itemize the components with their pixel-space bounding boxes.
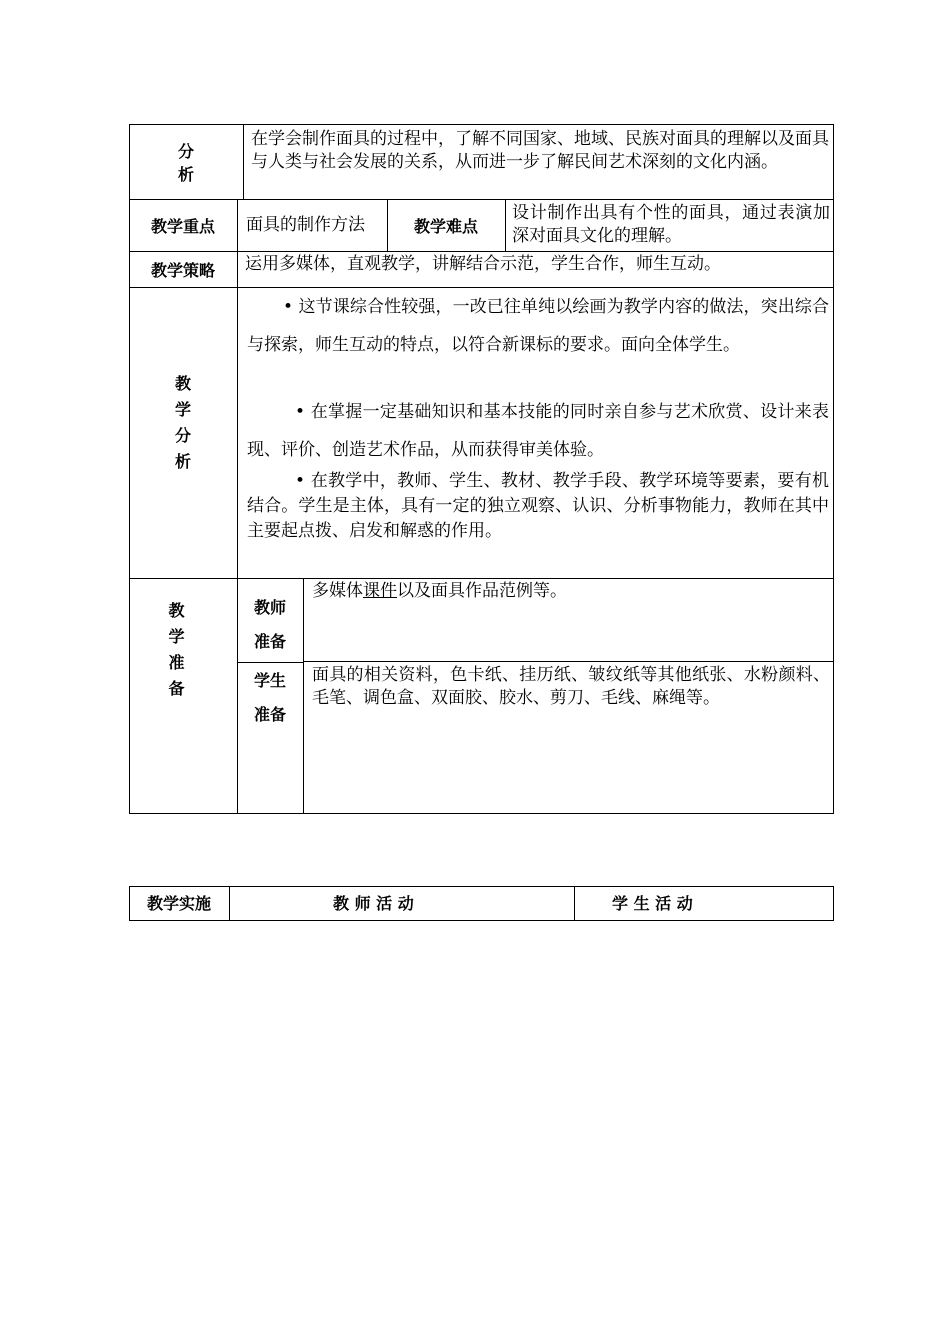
teacher-prep-text: 多媒体课件以及面具作品范例等。 (312, 581, 567, 601)
strategy-label: 教学策略 (150, 261, 215, 280)
teaching-analysis-para-3: • 在教学中，教师、学生、教材、教学手段、教学环境等要素，要有机结合。学生是主体，具有一定的独立观察、认识、分析事物能力，教师在其中主要起点拨、启发和解惑的作用。 (247, 471, 829, 541)
teaching-analysis-label: 教 学 分 析 (174, 374, 191, 471)
preparation-label: 教 学 准 备 (168, 601, 185, 698)
teaching-analysis-para-2: • 在掌握一定基础知识和基本技能的同时亲自参与艺术欣赏、设计来表现、评价、创造艺术作品，从而获得审美体验。 (247, 402, 829, 460)
difficulty-label: 教学难点 (413, 217, 478, 236)
teacher-prep-label: 教师 准备 (253, 598, 286, 651)
strategy-text: 运用多媒体，直观教学，讲解结合示范，学生合作，师生互动。 (245, 254, 721, 274)
difficulty-text: 设计制作出具有个性的面具，通过表演加深对面具文化的理解。 (512, 203, 830, 246)
student-prep-label: 学生 准备 (253, 671, 286, 724)
analysis-label: 分 析 (177, 142, 194, 184)
student-prep-text: 面具的相关资料，色卡纸、挂历纸、皱纹纸等其他纸张、水粉颜料、毛笔、调色盒、双面胶、胶水、剪刀、毛线、麻绳等。 (312, 665, 830, 708)
student-activity-header: 学 生 活 动 (612, 894, 693, 913)
courseware-link: 课件 (363, 581, 397, 601)
implementation-label: 教学实施 (146, 894, 211, 913)
teaching-analysis-para-1: • 这节课综合性较强，一改已往单纯以绘画为教学内容的做法，突出综合与探索，师生互动的特点，以符合新课标的要求。面向全体学生。 (247, 297, 829, 355)
key-point-label: 教学重点 (150, 217, 215, 236)
teacher-activity-header: 教 师 活 动 (333, 894, 414, 913)
analysis-text: 在学会制作面具的过程中，了解不同国家、地域、民族对面具的理解以及面具与人类与社会发展的关系，从而进一步了解民间艺术深刻的文化内涵。 (251, 129, 829, 172)
key-point-text: 面具的制作方法 (246, 215, 365, 235)
